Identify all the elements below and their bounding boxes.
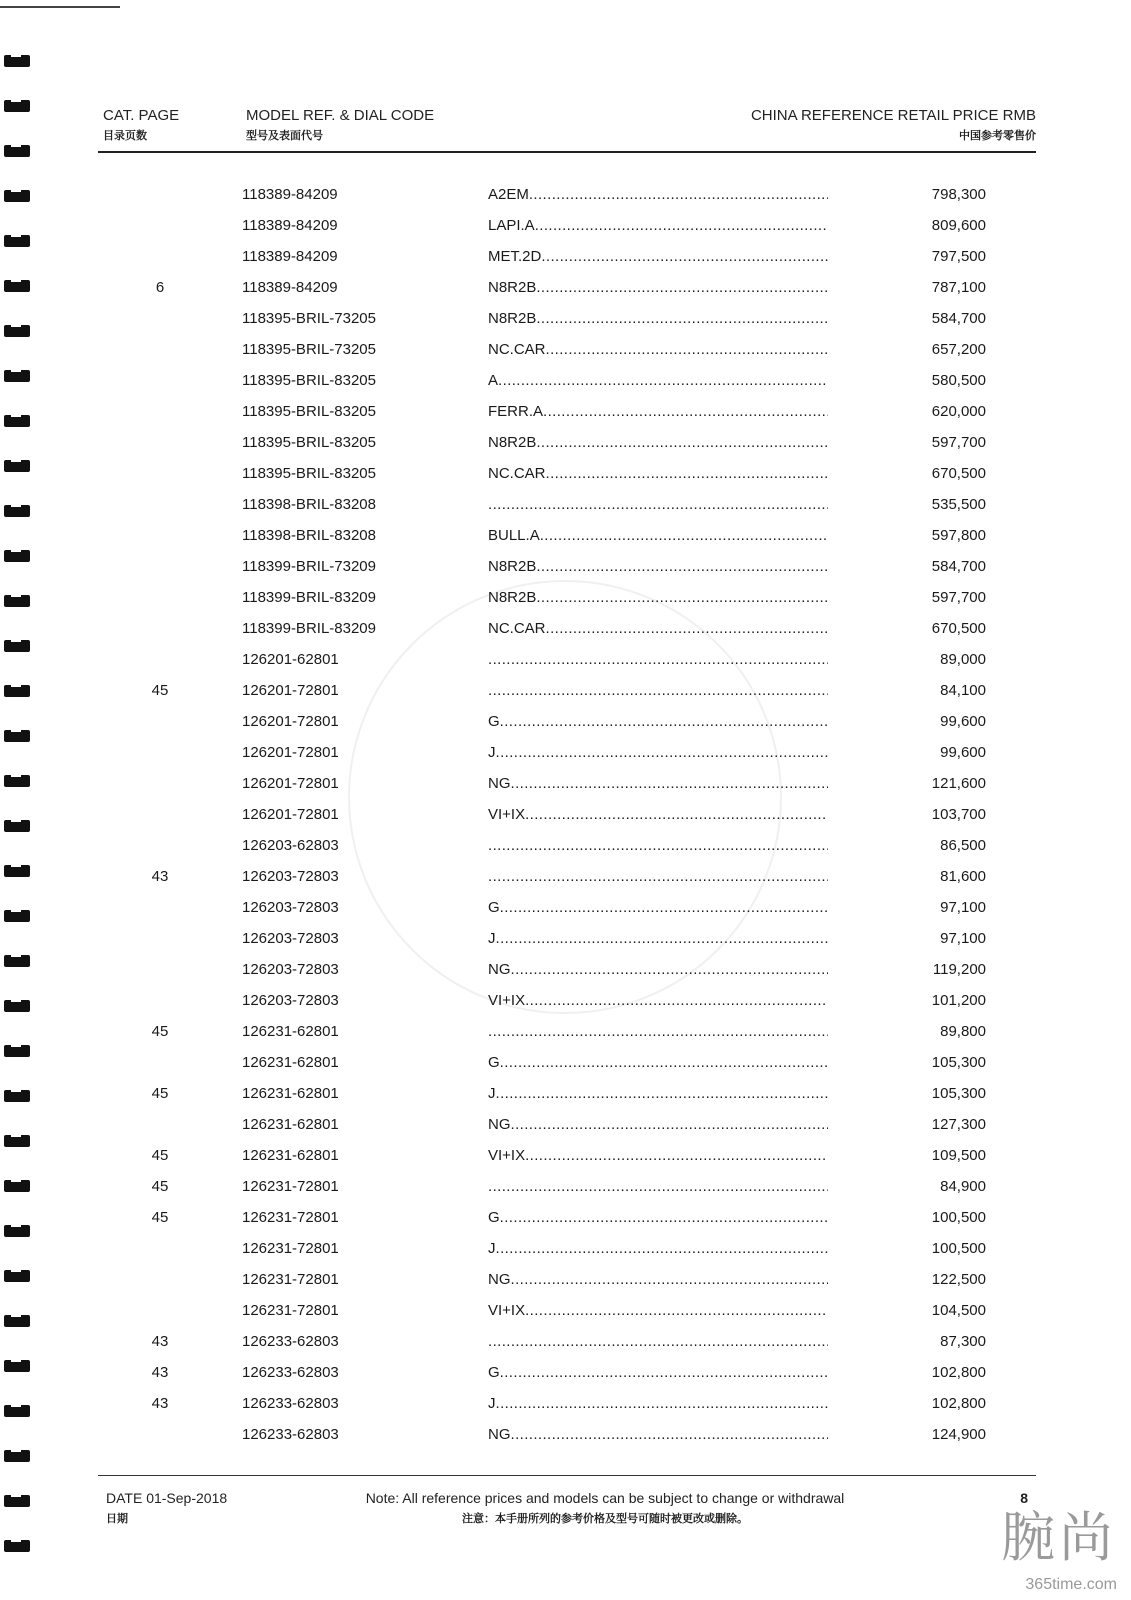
model-ref: 126231-72801 xyxy=(242,1302,339,1319)
dial-code-text xyxy=(488,1395,828,1412)
dial-code-value: G xyxy=(488,713,500,730)
spiral-binding xyxy=(4,50,38,1590)
model-ref: 118395-BRIL-73205 xyxy=(242,341,376,358)
cat-page: 45 xyxy=(151,1023,169,1040)
retail-price: 798,300 xyxy=(931,186,986,203)
price-row xyxy=(98,1364,1038,1395)
model-ref: 118398-BRIL-83208 xyxy=(242,527,376,544)
model-ref: 118389-84209 xyxy=(242,186,338,203)
dial-code-value: G xyxy=(488,1209,500,1226)
dial-code-value: N8R2B xyxy=(488,310,537,327)
retail-price: 787,100 xyxy=(931,279,986,296)
dial-code-value: J xyxy=(488,930,496,947)
model-ref: 126201-72801 xyxy=(242,806,339,823)
dial-code-text xyxy=(488,899,828,916)
binding-ring xyxy=(4,1130,32,1152)
retail-price: 535,500 xyxy=(931,496,986,513)
dial-code-text xyxy=(488,1209,828,1226)
dial-code-value: MET.2D xyxy=(488,248,542,265)
model-ref: 126231-72801 xyxy=(242,1209,339,1226)
cat-page: 45 xyxy=(151,1147,169,1164)
header-cat-page-label-cn: 目录页数 xyxy=(103,129,147,142)
footer-date-text-cn: 日期 xyxy=(106,1512,128,1525)
model-ref: 126203-62803 xyxy=(242,837,339,854)
binding-ring xyxy=(4,680,32,702)
header-model-ref-label: MODEL REF. & DIAL CODE xyxy=(246,107,435,124)
price-row xyxy=(98,1085,1038,1116)
price-row xyxy=(98,310,1038,341)
retail-price: 99,600 xyxy=(940,713,986,730)
dial-code-text xyxy=(488,372,828,389)
dial-code-value: A2EM xyxy=(488,186,529,203)
binding-ring xyxy=(4,1040,32,1062)
header-price xyxy=(751,107,1036,143)
retail-price: 97,100 xyxy=(940,930,986,947)
dial-code-text xyxy=(488,186,828,203)
price-row xyxy=(98,1395,1038,1426)
retail-price: 670,500 xyxy=(931,465,986,482)
price-row xyxy=(98,1116,1038,1147)
dial-code-text xyxy=(488,651,828,668)
retail-price: 89,800 xyxy=(940,1023,986,1040)
retail-price: 81,600 xyxy=(940,868,986,885)
dial-code-text xyxy=(488,682,828,699)
cat-page: 45 xyxy=(151,1085,169,1102)
dial-code-value: N8R2B xyxy=(488,589,537,606)
price-row xyxy=(98,558,1038,589)
dial-code-text xyxy=(488,403,828,420)
binding-ring xyxy=(4,140,32,162)
retail-price: 124,900 xyxy=(931,1426,986,1443)
model-ref: 118395-BRIL-83205 xyxy=(242,434,376,451)
retail-price: 127,300 xyxy=(931,1116,986,1133)
dial-code-value: VI+IX xyxy=(488,992,526,1009)
model-ref: 126231-62801 xyxy=(242,1116,339,1133)
retail-price: 84,100 xyxy=(940,682,986,699)
binding-ring xyxy=(4,1220,32,1242)
dial-code-text xyxy=(488,217,828,234)
model-ref: 118399-BRIL-83209 xyxy=(242,620,376,637)
model-ref: 118389-84209 xyxy=(242,217,338,234)
dial-code-text xyxy=(488,868,828,885)
dial-code-text xyxy=(488,1364,828,1381)
dial-code-text xyxy=(488,434,828,451)
dial-code-text xyxy=(488,1426,828,1443)
retail-price: 657,200 xyxy=(931,341,986,358)
retail-price: 86,500 xyxy=(940,837,986,854)
model-ref: 126203-72803 xyxy=(242,930,339,947)
dial-code-value: NG xyxy=(488,1426,511,1443)
price-row xyxy=(98,403,1038,434)
price-row xyxy=(98,744,1038,775)
model-ref: 126231-62801 xyxy=(242,1023,339,1040)
binding-ring xyxy=(4,1490,32,1512)
header-model-ref xyxy=(246,107,434,143)
dial-code-text xyxy=(488,713,828,730)
retail-price: 102,800 xyxy=(931,1364,986,1381)
retail-price: 101,200 xyxy=(931,992,986,1009)
model-ref: 126231-72801 xyxy=(242,1271,339,1288)
binding-ring xyxy=(4,815,32,837)
price-row xyxy=(98,868,1038,899)
binding-ring xyxy=(4,1310,32,1332)
dial-code-value: NG xyxy=(488,1116,511,1133)
binding-ring xyxy=(4,1445,32,1467)
binding-ring xyxy=(4,50,32,72)
header-cat-page xyxy=(103,107,179,143)
price-row xyxy=(98,1333,1038,1364)
price-row xyxy=(98,1426,1038,1457)
header-price-label-cn: 中国参考零售价 xyxy=(959,129,1036,142)
retail-price: 100,500 xyxy=(931,1209,986,1226)
retail-price: 84,900 xyxy=(940,1178,986,1195)
model-ref: 118398-BRIL-83208 xyxy=(242,496,376,513)
binding-ring xyxy=(4,905,32,927)
dial-code-text xyxy=(488,1085,828,1102)
dial-code-text xyxy=(488,1271,828,1288)
dial-code-value: NC.CAR xyxy=(488,341,546,358)
footer-note-text-cn: 注意：本手册所列的参考价格及型号可随时被更改或删除。 xyxy=(462,1512,748,1525)
cat-page: 45 xyxy=(151,1178,169,1195)
dial-code-text xyxy=(488,930,828,947)
model-ref: 126231-62801 xyxy=(242,1147,339,1164)
binding-ring xyxy=(4,1535,32,1557)
model-ref: 126231-72801 xyxy=(242,1178,339,1195)
model-ref: 118395-BRIL-83205 xyxy=(242,403,376,420)
price-row xyxy=(98,620,1038,651)
dial-code-text xyxy=(488,310,828,327)
dial-code-value: VI+IX xyxy=(488,806,526,823)
dial-code-value: LAPI.A xyxy=(488,217,535,234)
dial-code-text xyxy=(488,806,828,823)
retail-price: 620,000 xyxy=(931,403,986,420)
model-ref: 118395-BRIL-83205 xyxy=(242,465,376,482)
model-ref: 126201-72801 xyxy=(242,775,339,792)
footer-note xyxy=(350,1490,860,1526)
dial-code-text xyxy=(488,1147,828,1164)
price-row xyxy=(98,682,1038,713)
model-ref: 126203-72803 xyxy=(242,992,339,1009)
binding-ring xyxy=(4,500,32,522)
dial-code-value: NG xyxy=(488,775,511,792)
dial-code-value: G xyxy=(488,1054,500,1071)
cat-page: 43 xyxy=(151,1333,169,1350)
retail-price: 103,700 xyxy=(931,806,986,823)
model-ref: 126231-72801 xyxy=(242,1240,339,1257)
header-divider xyxy=(98,151,1036,153)
retail-price: 89,000 xyxy=(940,651,986,668)
binding-ring xyxy=(4,410,32,432)
model-ref: 126231-62801 xyxy=(242,1054,339,1071)
model-ref: 118389-84209 xyxy=(242,279,338,296)
dial-code-value: J xyxy=(488,1085,496,1102)
price-row xyxy=(98,1178,1038,1209)
model-ref: 118395-BRIL-83205 xyxy=(242,372,376,389)
footer-divider xyxy=(98,1475,1036,1476)
retail-price: 102,800 xyxy=(931,1395,986,1412)
dial-code-value: NC.CAR xyxy=(488,465,546,482)
retail-price: 670,500 xyxy=(931,620,986,637)
footer-note-text: Note: All reference prices and models can be subject to change or withdrawal xyxy=(365,1490,845,1506)
retail-price: 121,600 xyxy=(931,775,986,792)
cat-page: 45 xyxy=(151,1209,169,1226)
price-row xyxy=(98,434,1038,465)
model-ref: 126201-72801 xyxy=(242,744,339,761)
retail-price: 580,500 xyxy=(931,372,986,389)
price-row xyxy=(98,217,1038,248)
price-row xyxy=(98,1209,1038,1240)
model-ref: 118399-BRIL-83209 xyxy=(242,589,376,606)
model-ref: 118395-BRIL-73205 xyxy=(242,310,376,327)
dial-code-text xyxy=(488,1178,828,1195)
dial-code-text xyxy=(488,1302,828,1319)
binding-ring xyxy=(4,635,32,657)
binding-ring xyxy=(4,950,32,972)
retail-price: 809,600 xyxy=(931,217,986,234)
price-row xyxy=(98,806,1038,837)
retail-price: 99,600 xyxy=(940,744,986,761)
dial-code-value: VI+IX xyxy=(488,1302,526,1319)
binding-ring xyxy=(4,1265,32,1287)
watermark-logo: 腕尚 xyxy=(1001,1506,1117,1569)
binding-ring xyxy=(4,590,32,612)
price-row xyxy=(98,465,1038,496)
dial-code-text xyxy=(488,1054,828,1071)
dial-code-value: G xyxy=(488,1364,500,1381)
price-row xyxy=(98,1271,1038,1302)
price-row xyxy=(98,279,1038,310)
model-ref: 126203-72803 xyxy=(242,961,339,978)
retail-price: 584,700 xyxy=(931,558,986,575)
dial-code-text xyxy=(488,558,828,575)
price-row xyxy=(98,589,1038,620)
binding-ring xyxy=(4,1400,32,1422)
model-ref: 126233-62803 xyxy=(242,1395,339,1412)
binding-ring xyxy=(4,1085,32,1107)
dial-code-text xyxy=(488,527,828,544)
dial-code-value: BULL.A xyxy=(488,527,540,544)
price-row xyxy=(98,372,1038,403)
dial-code-value: N8R2B xyxy=(488,558,537,575)
price-row xyxy=(98,1240,1038,1271)
dial-code-value: G xyxy=(488,899,500,916)
dial-code-text xyxy=(488,279,828,296)
dial-code-text xyxy=(488,744,828,761)
dial-code-text xyxy=(488,620,828,637)
price-row xyxy=(98,961,1038,992)
price-row xyxy=(98,930,1038,961)
binding-ring xyxy=(4,320,32,342)
watermark-url: 365time.com xyxy=(1025,1576,1117,1593)
model-ref: 126203-72803 xyxy=(242,868,339,885)
retail-price: 597,700 xyxy=(931,434,986,451)
retail-price: 105,300 xyxy=(931,1054,986,1071)
dial-code-text xyxy=(488,341,828,358)
binding-ring xyxy=(4,275,32,297)
cat-page: 43 xyxy=(151,868,169,885)
dial-code-text xyxy=(488,1333,828,1350)
price-row xyxy=(98,775,1038,806)
model-ref: 118399-BRIL-73209 xyxy=(242,558,376,575)
model-ref: 126201-62801 xyxy=(242,651,339,668)
dial-code-text xyxy=(488,775,828,792)
binding-ring xyxy=(4,365,32,387)
price-list xyxy=(98,186,1038,1457)
binding-ring xyxy=(4,95,32,117)
binding-ring xyxy=(4,770,32,792)
price-row xyxy=(98,899,1038,930)
header-cat-page-label: CAT. PAGE xyxy=(103,107,180,124)
retail-price: 584,700 xyxy=(931,310,986,327)
price-row xyxy=(98,496,1038,527)
model-ref: 126233-62803 xyxy=(242,1426,339,1443)
price-row xyxy=(98,1302,1038,1333)
dial-code-text xyxy=(488,496,828,513)
retail-price: 797,500 xyxy=(931,248,986,265)
price-row xyxy=(98,1147,1038,1178)
price-row xyxy=(98,651,1038,682)
dial-code-value: N8R2B xyxy=(488,434,537,451)
dial-code-text xyxy=(488,465,828,482)
cat-page: 6 xyxy=(155,279,165,296)
retail-price: 105,300 xyxy=(931,1085,986,1102)
dial-code-text xyxy=(488,589,828,606)
retail-price: 122,500 xyxy=(931,1271,986,1288)
retail-price: 104,500 xyxy=(931,1302,986,1319)
header-price-label: CHINA REFERENCE RETAIL PRICE RMB xyxy=(750,107,1036,124)
retail-price: 109,500 xyxy=(931,1147,986,1164)
model-ref: 126233-62803 xyxy=(242,1333,339,1350)
retail-price: 100,500 xyxy=(931,1240,986,1257)
dial-code-value: FERR.A xyxy=(488,403,544,420)
dial-code-text xyxy=(488,248,828,265)
price-row xyxy=(98,248,1038,279)
retail-price: 97,100 xyxy=(940,899,986,916)
binding-ring xyxy=(4,860,32,882)
dial-code-value: VI+IX xyxy=(488,1147,526,1164)
binding-ring xyxy=(4,1355,32,1377)
dial-code-text xyxy=(488,992,828,1009)
dial-code-value: J xyxy=(488,1240,496,1257)
price-row xyxy=(98,527,1038,558)
model-ref: 126231-62801 xyxy=(242,1085,339,1102)
model-ref: 126201-72801 xyxy=(242,713,339,730)
price-row xyxy=(98,713,1038,744)
model-ref: 126201-72801 xyxy=(242,682,339,699)
model-ref: 126203-72803 xyxy=(242,899,339,916)
cat-page: 43 xyxy=(151,1395,169,1412)
retail-price: 119,200 xyxy=(932,961,986,978)
dial-code-text xyxy=(488,1116,828,1133)
model-ref: 118389-84209 xyxy=(242,248,338,265)
dial-code-text xyxy=(488,1023,828,1040)
dial-code-value: J xyxy=(488,744,496,761)
price-row xyxy=(98,1023,1038,1054)
dial-code-value: NC.CAR xyxy=(488,620,546,637)
cat-page: 43 xyxy=(151,1364,169,1381)
page-number: 8 xyxy=(1020,1490,1028,1506)
dial-code-value: NG xyxy=(488,961,511,978)
dial-code-value: J xyxy=(488,1395,496,1412)
price-row xyxy=(98,1054,1038,1085)
binding-ring xyxy=(4,725,32,747)
retail-price: 597,800 xyxy=(931,527,986,544)
retail-price: 87,300 xyxy=(940,1333,986,1350)
dial-code-value: A xyxy=(488,372,499,389)
retail-price: 597,700 xyxy=(931,589,986,606)
dial-code-text xyxy=(488,1240,828,1257)
binding-ring xyxy=(4,995,32,1017)
binding-ring xyxy=(4,1175,32,1197)
dial-code-value: NG xyxy=(488,1271,511,1288)
top-edge-mark xyxy=(0,6,120,8)
dial-code-text xyxy=(488,837,828,854)
binding-ring xyxy=(4,455,32,477)
price-row xyxy=(98,992,1038,1023)
cat-page: 45 xyxy=(151,682,169,699)
price-row xyxy=(98,837,1038,868)
binding-ring xyxy=(4,185,32,207)
price-row xyxy=(98,186,1038,217)
binding-ring xyxy=(4,545,32,567)
dial-code-value: N8R2B xyxy=(488,279,537,296)
footer-date xyxy=(106,1490,227,1526)
footer-date-text: DATE 01-Sep-2018 xyxy=(106,1490,228,1506)
price-row xyxy=(98,341,1038,372)
model-ref: 126233-62803 xyxy=(242,1364,339,1381)
header-model-ref-label-cn: 型号及表面代号 xyxy=(246,129,323,142)
dial-code-text xyxy=(488,961,828,978)
binding-ring xyxy=(4,230,32,252)
